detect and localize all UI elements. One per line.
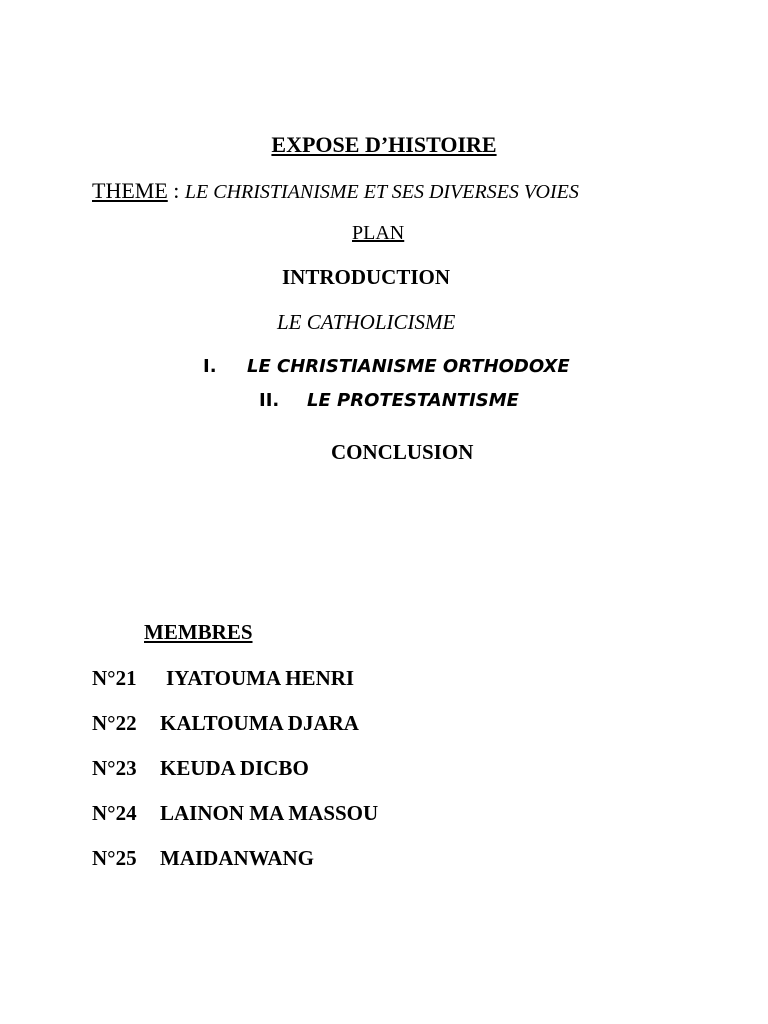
plan-item-label: LE CHRISTIANISME ORTHODOXE [247,356,570,377]
theme-separator: : [167,178,185,203]
member-name: MAIDANWANG [160,846,314,870]
plan-item [203,356,570,377]
plan-heading: PLAN [352,222,405,244]
theme-value: LE CHRISTIANISME ET SES DIVERSES VOIES [184,181,579,203]
members-heading: MEMBRES [144,620,253,644]
member-row [92,756,309,781]
plan-item-label: LE PROTESTANTISME [307,390,519,411]
catholicism-heading: LE CATHOLICISME [277,310,456,334]
plan-item-number: I. [203,356,217,377]
member-row [92,801,378,826]
introduction-heading: INTRODUCTION [282,265,451,289]
member-name: LAINON MA MASSOU [160,801,379,825]
member-number: N°23 [92,756,137,780]
conclusion-heading: CONCLUSION [331,440,474,464]
member-name: KEUDA DICBO [160,756,309,780]
theme-label: THEME [92,178,168,203]
document-title: EXPOSE D’HISTOIRE [271,132,497,157]
theme-line [92,178,579,204]
member-number: N°24 [92,801,137,825]
member-number: N°25 [92,846,137,870]
member-name: IYATOUMA HENRI [166,666,355,690]
plan-item-number: II. [259,390,280,411]
member-row [92,666,354,691]
member-number: N°21 [92,666,137,690]
plan-item [259,390,519,411]
member-row [92,846,314,871]
member-name: KALTOUMA DJARA [160,711,359,735]
member-row [92,711,359,736]
member-number: N°22 [92,711,137,735]
